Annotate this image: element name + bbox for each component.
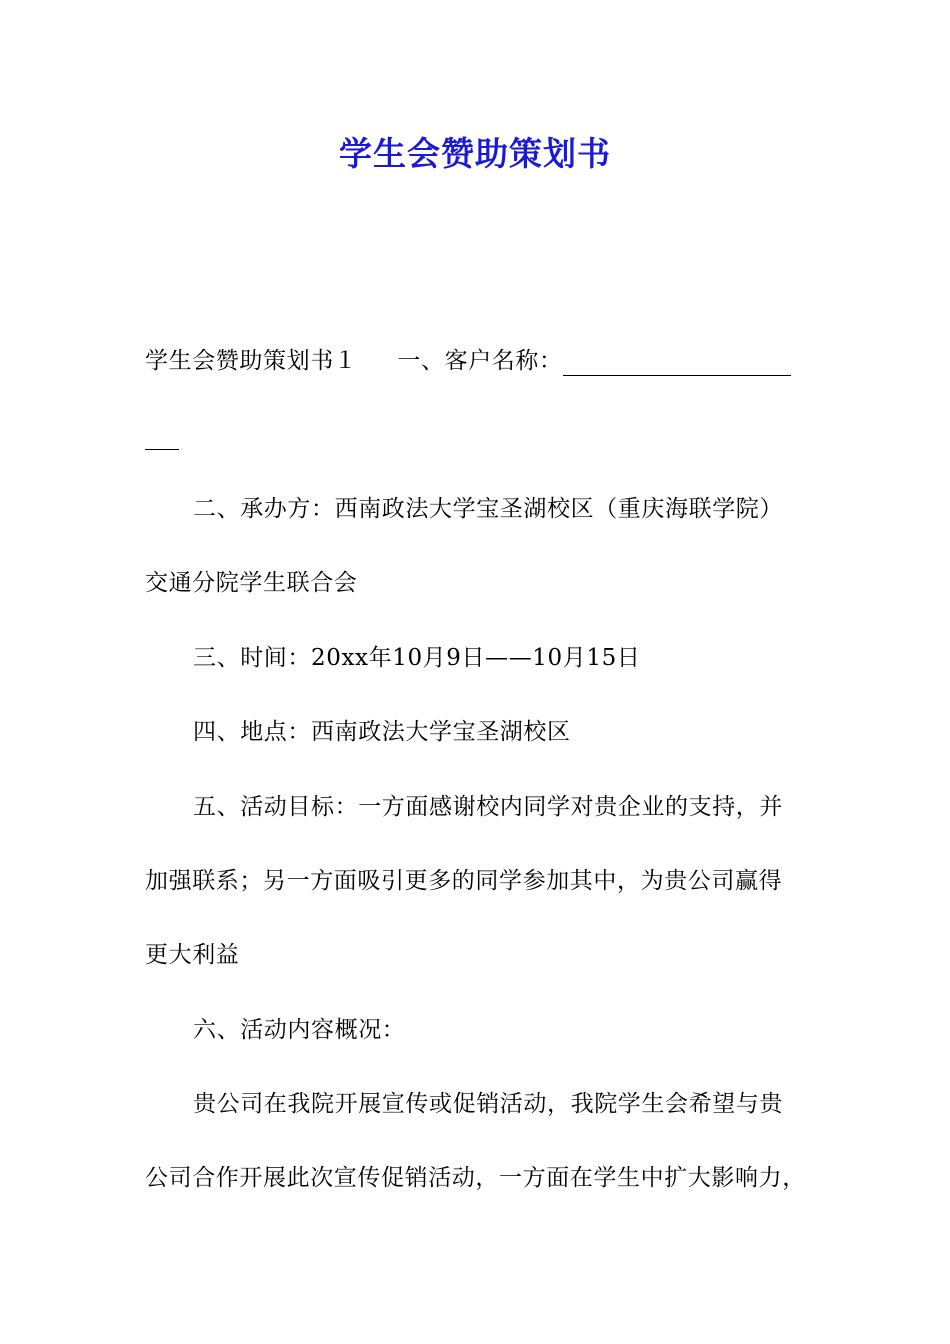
client-name-blank: [563, 349, 791, 376]
inline-heading: 学生会赞助策划书１: [145, 348, 358, 374]
heading-line: [145, 346, 791, 376]
goal-line-1: 五、活动目标：一方面感谢校内同学对贵企业的支持，并: [193, 794, 783, 820]
client-name-label: 一、客户名称：: [397, 348, 563, 374]
document-title: 学生会赞助策划书: [339, 134, 611, 173]
goal-line-3: 更大利益: [145, 942, 240, 968]
client-name-blank-continued: [145, 420, 179, 450]
paragraph-line-1: 贵公司在我院开展宣传或促销活动，我院学生会希望与贵: [193, 1091, 783, 1117]
client-name-blank-tail: [145, 423, 179, 450]
goal-line-2: 加强联系；另一方面吸引更多的同学参加其中，为贵公司赢得: [145, 868, 783, 894]
organizer-line-1: 二、承办方：西南政法大学宝圣湖校区（重庆海联学院）: [193, 496, 783, 522]
time-line: 三、时间：20xx年10月9日——10月15日: [193, 645, 641, 671]
activity-overview-heading: 六、活动内容概况：: [193, 1017, 406, 1043]
paragraph-line-2: 公司合作开展此次宣传促销活动，一方面在学生中扩大影响力，: [145, 1165, 806, 1191]
location-line: 四、地点：西南政法大学宝圣湖校区: [193, 719, 571, 745]
organizer-line-2: 交通分院学生联合会: [145, 570, 358, 596]
